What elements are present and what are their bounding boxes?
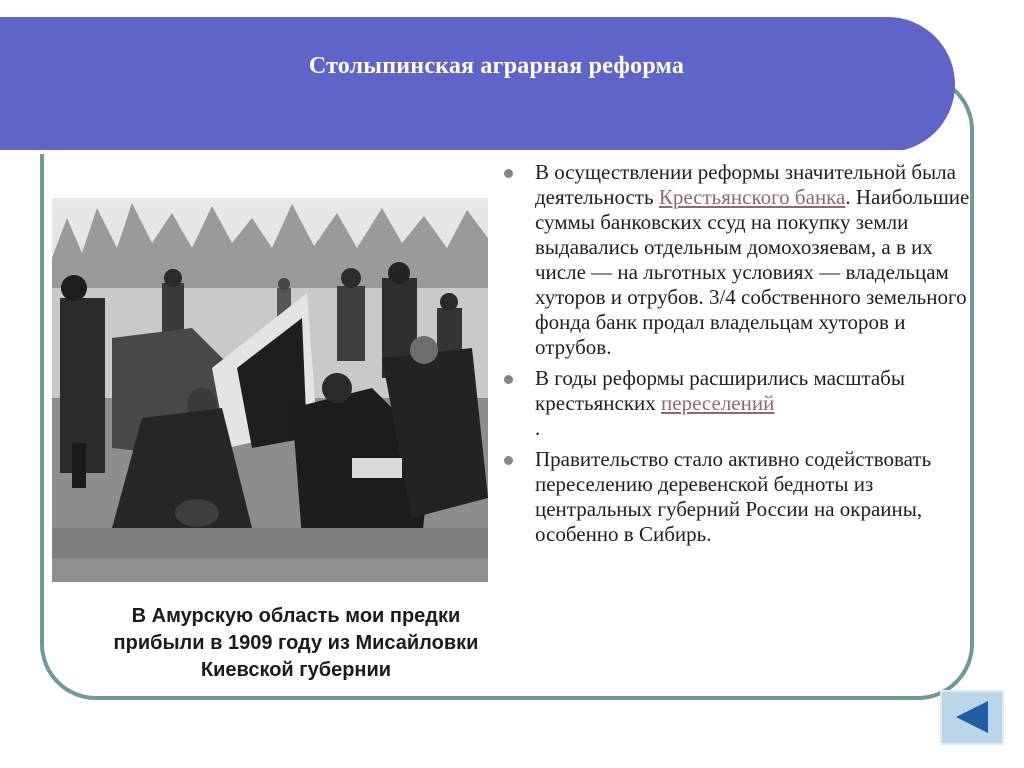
- peasant-bank-link[interactable]: Крестьянского банка: [658, 185, 846, 209]
- settlers-photo: [52, 198, 488, 582]
- bullet-item: [500, 447, 970, 547]
- bullet-item: [500, 160, 970, 360]
- bullet-dot-icon: [504, 375, 513, 384]
- bullet-text: В годы реформы расширились масштабы крестьянских: [535, 366, 905, 415]
- bullet-dot-icon: [504, 456, 513, 465]
- slide-title: Столыпинская аграрная реформа: [308, 53, 685, 79]
- bullet-list: [500, 160, 970, 553]
- triangle-left-icon: [942, 692, 1002, 743]
- bullet-dot-icon: [504, 169, 513, 178]
- title-underline: [0, 150, 905, 154]
- bullet-item: [500, 366, 970, 441]
- back-button[interactable]: [940, 690, 1004, 745]
- resettlement-link[interactable]: переселений: [661, 391, 775, 415]
- photo-caption: В Амурскую область мои предки прибыли в 1909 году из Мисайловки Киевской губернии: [113, 605, 479, 681]
- title-bar: [0, 17, 955, 152]
- bullet-text: Правительство стало активно содействовать переселению деревенской бедноты из центральных губерний России на окраины, особенно в Сибирь.: [535, 447, 932, 546]
- bullet-text: . Наибольшие суммы банковских ссуд на покупку земли выдавались отдельным домохозяевам, а в их числе — на льготных условиях — владельцам хуторов и отрубов. 3/4 собственного земельного фонда банк продал владельцам хуторов и отрубов.: [535, 185, 970, 359]
- bullet-text: .: [535, 416, 541, 440]
- bullet-text: В осуществлении реформы значительной была деятельность: [535, 160, 956, 209]
